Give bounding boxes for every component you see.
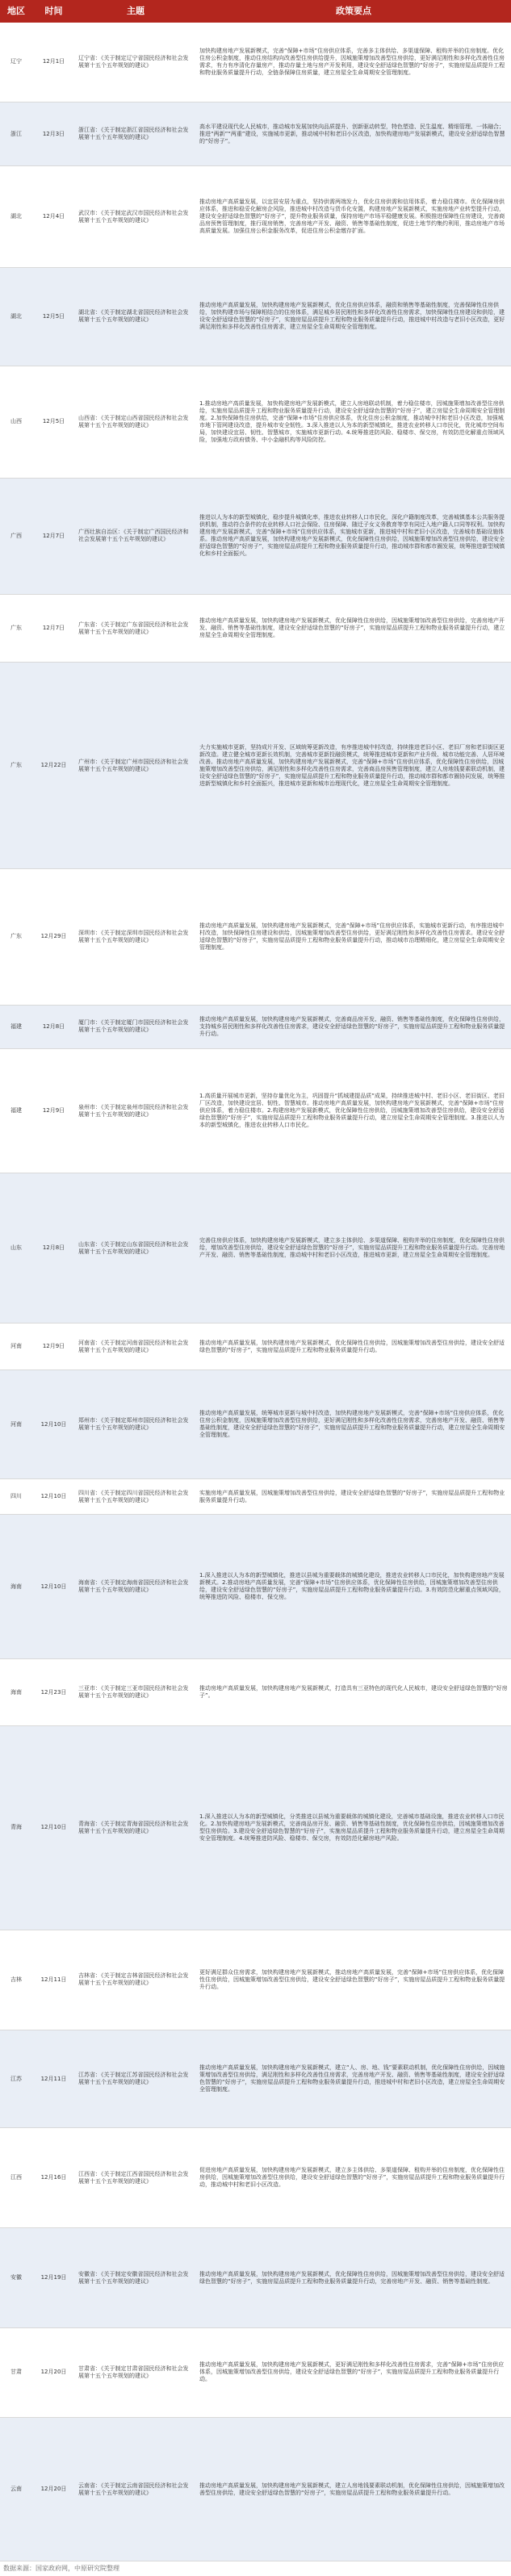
cell-subject: 甘肃省：《关于制定甘肃省国民经济和社会发展第十五个五年规划的建议》 [75,2327,196,2417]
cell-points: 推动房地产高质量发展，加快构建房地产发展新模式，优化保障性住房供给，因城施策增加改善型住房供给，建设安全舒适绿色智慧的“好房子”，实施房屋品质提升工程和物业服务质量提升行动，完善房地产开发、融资、销售等基础性制度。 [196,2228,511,2327]
cell-points: 推动房地产高质量发展，加快构建房地产发展新模式，更好满足刚性和多样化改善性住房需求，完善“保障+市场”住房供应体系，因城施策增加改善型住房供给，建设安全舒适绿色智慧的“好房子”，实施房屋品质提升工程和物业服务质量提升行动。 [196,2327,511,2417]
policy-table-body [0,23,511,2561]
cell-date: 12月8日 [32,1005,75,1049]
cell-date: 12月20日 [32,2327,75,2417]
table-header [0,0,511,23]
cell-subject: 海南省：《关于制定海南省国民经济和社会发展第十五个五年规划的建议》 [75,1515,196,1659]
cell-region: 河南 [0,1370,32,1479]
cell-subject: 湖北省：《关于制定湖北省国民经济和社会发展第十五个五年规划的建议》 [75,267,196,366]
cell-points: 更好满足群众住房需求，加快构建房地产发展新模式，推动房地产高质量发展，完善“保障+市场”住房供应体系，优化保障性住房供给，因城施策增加改善型住房供给，建设安全舒适绿色智慧的“好房子”，实施房屋品质提升工程和物业服务质量提升行动。 [196,1930,511,2030]
table-row [0,23,511,102]
header-region: 地区 [7,6,25,16]
cell-region: 湖北 [0,267,32,366]
table-row [0,1659,511,1726]
cell-subject: 江西省：《关于制定江西省国民经济和社会发展第十五个五年规划的建议》 [75,2127,196,2227]
cell-region: 云南 [0,2418,32,2561]
cell-subject: 江苏省：《关于制定江苏省国民经济和社会发展第十五个五年规划的建议》 [75,2030,196,2128]
header-date: 时间 [44,6,63,16]
cell-region: 广西 [0,478,32,595]
cell-date: 12月7日 [32,478,75,595]
policy-table [0,23,511,2561]
table-row [0,663,511,869]
cell-points: 推动房地产高质量发展，加快构建房地产发展新模式，优化保障性住房供给，因城施策增加改善型住房供给，完善房地产开发、融资、销售等基础性制度，建设安全舒适绿色智慧的“好房子”，实施房屋品质提升工程和物业服务质量提升行动，建立房屋全生命周期安全管理制度。 [196,595,511,663]
header-subject: 主题 [127,6,145,16]
header-points: 政策要点 [336,6,371,16]
cell-points: 促进房地产高质量发展，加快构建房地产发展新模式，建立多主体供给、多渠道保障、租购并举的住房制度，优化保障性住房供给，因城施策增加改善型住房供给，建设安全舒适绿色智慧的“好房子”，实施房屋品质提升工程和物业服务质量提升行动，推动城中村和老旧小区改造。 [196,2127,511,2227]
cell-region: 山西 [0,366,32,478]
table-row [0,1370,511,1479]
cell-points: 1.高质量开展城市更新，坚持存量优化为主，巩固提升“抓城建提品质”成果，持续推进城中村、老旧小区、老旧街区、老旧厂区改造，加快建设宜居、韧性、智慧城市。推动房地产高质量发展，加快构建房地产发展新模式，完善“保障+市场”住房供应体系，着力稳住楼市。2.构建房地产发展新模式，优化保障性住房供给，因城施策增加改善型住房供给，建设安全舒适绿色智慧的“好房子”，实施房屋品质提升工程和物业服务质量提升行动，建立房屋全生命周期安全管理制度。3.推进以人为本的新型城镇化，推进农业转移人口市民化。 [196,1049,511,1173]
cell-date: 12月20日 [32,2418,75,2561]
cell-points: 实施房地产高质量发展，因城施策增加改善型住房供给，建设安全舒适绿色智慧的“好房子”，实施房屋品质提升工程和物业服务质量提升行动。 [196,1479,511,1515]
cell-points: 推动房地产高质量发展，加快构建房地产发展新模式，建立“人、房、地、钱”要素联动机制，优化保障性住房供给，因城施策增加改善型住房供给，满足刚性和多样化改善性住房需求，完善房地产开发、融资、销售等基础性制度，建设安全舒适绿色智慧的“好房子”，实施房屋品质提升工程和物业服务质量提升行动，推进城中村和老旧小区改造，建立房屋全生命周期安全管理制度。 [196,2030,511,2128]
cell-date: 12月8日 [32,1173,75,1324]
cell-subject: 山东省：《关于制定山东省国民经济和社会发展第十五个五年规划的建议》 [75,1173,196,1324]
cell-date: 12月10日 [32,1726,75,1930]
source-note: 数据来源：国家政府网，中原研究院整理 [3,2565,119,2572]
cell-points: 推动房地产高质量发展，统筹城市更新与城中村改造，加快构建房地产发展新模式，完善“保障+市场”住房供应体系，优化住房公积金制度，因城施策增加改善型住房供给，更好满足刚性和多样化改善性住房需求，完善房地产开发、融资、销售等基础性制度，建设安全舒适绿色智慧的“好房子”，实施房屋品质提升工程和物业服务质量提升行动，建立房屋全生命周期安全管理制度。 [196,1370,511,1479]
cell-subject: 辽宁省：《关于制定辽宁省国民经济和社会发展第十五个五年规划的建议》 [75,23,196,102]
table-row [0,2127,511,2227]
cell-points: 加快构建房地产发展新模式，完善“保障+市场”住房供应体系，完善多主体供给、多渠道保障、租购并举的住房制度。优化住房公积金制度，推动住房结构向改善型住房供给提升，因城施策增加改善型住房供给，更好满足刚性和多样化改善性住房需求，有力有序清化存量房产，推动存量土地与房产开发利用，建设安全舒适绿色智慧的“好房子”，实施房屋品质提升工程和物业服务质量提升行动，全链条保障住房质量，建立房屋全生命周期安全管理制度。 [196,23,511,102]
table-row [0,1515,511,1659]
cell-subject: 河南省：《关于制定河南省国民经济和社会发展第十五个五年规划的建议》 [75,1324,196,1370]
cell-date: 12月23日 [32,1659,75,1726]
cell-points: 1.深入推进以人为本的新型城镇化，分类推进以县城为重要载体的城镇化建设，完善城市基础设施，推进农业转移人口市民化。2.加快构建房地产发展新模式，完善商品房开发、融资、销售等基础性制度，优化保障性住房供给，因城施策增加改善型住房供给。3.建设安全舒适绿色智慧的“好房子”，实施房屋品质提升工程和物业服务质量提升行动，建立房屋全生命周期安全管理制度。4.统筹推进防风险、稳楼市、保交房，有效防范化解房地产风险。 [196,1726,511,1930]
table-row [0,1005,511,1049]
cell-region: 河南 [0,1324,32,1370]
cell-region: 海南 [0,1515,32,1659]
cell-region: 广东 [0,663,32,869]
cell-points: 大力实施城市更新，坚持成片开发、区域统筹更新改造，有序推进城中村改造，持续推进老旧小区、老旧厂房和老旧街区更新改造。建立健全城市更新长效机制，完善城市更新投融资模式，统筹推进城市更新和产业升级、城市功能完善、人居环境改善。推动房地产高质量发展，加快构建房地产发展新模式，完善“保障+市场”住房供应体系，优化保障性住房供给，因城施策增加改善型住房供给，满足刚性和多样化改善性住房需求，完善商品房预售管理制度，建立人房地钱要素联动机制，建设安全舒适绿色智慧的“好房子”，实施房屋品质提升工程和物业服务质量提升行动，推动城市群和都市圈协同发展，统筹推进新型城镇化和乡村全面振兴，推进城市更新和城市治理现代化，建立房屋全生命周期安全管理制度。 [196,663,511,869]
cell-date: 12月16日 [32,2127,75,2227]
cell-date: 12月29日 [32,869,75,1005]
cell-points: 推动房地产高质量发展，加快构建房地产发展新模式，优化保障性住房供给，因城施策增加改善型住房供给，建设安全舒适绿色智慧的“好房子”，实施房屋品质提升工程和物业服务质量提升行动。 [196,1324,511,1370]
table-row [0,166,511,268]
cell-region: 山东 [0,1173,32,1324]
cell-subject: 泉州市：《关于制定泉州市国民经济和社会发展第十五个五年规划的建议》 [75,1049,196,1173]
cell-subject: 吉林省：《关于制定吉林省国民经济和社会发展第十五个五年规划的建议》 [75,1930,196,2030]
cell-subject: 广东省：《关于制定广东省国民经济和社会发展第十五个五年规划的建议》 [75,595,196,663]
cell-subject: 三亚市：《关于制定三亚市国民经济和社会发展第十五个五年规划的建议》 [75,1659,196,1726]
cell-date: 12月3日 [32,102,75,165]
cell-points: 完善住房供应体系，加快构建房地产发展新模式，建立多主体供给、多渠道保障、租购并举的住房制度，优化保障性住房供给，增加改善型住房供给，建设安全舒适绿色智慧的“好房子”，实施房屋品质提升工程和物业服务质量提升行动。完善房地产开发、融资、销售等基础性制度，推动城中村和老旧小区改造，推进城市更新，建立房屋全生命周期安全管理制度。 [196,1173,511,1324]
table-row [0,2030,511,2128]
cell-date: 12月10日 [32,1479,75,1515]
cell-subject: 广西壮族自治区：《关于制定广西国民经济和社会发展第十五个五年规划的建议》 [75,478,196,595]
table-row [0,478,511,595]
table-row [0,2228,511,2327]
cell-date: 12月5日 [32,267,75,366]
cell-date: 12月11日 [32,1930,75,2030]
cell-region: 甘肃 [0,2327,32,2417]
cell-points: 高水平建设现代化人民城市，推动城市发展加快向品质提升、创新驱动转型，特色塑造、民生温度、精细管理、一体融合；推进“两新”“两重”建设，实施城市更新，推动城中村和老旧小区改造，加快构建房地产发展新模式，建设安全舒适绿色智慧的“好房子”。 [196,102,511,165]
cell-region: 福建 [0,1049,32,1173]
cell-date: 12月9日 [32,1324,75,1370]
table-row [0,1726,511,1930]
table-row [0,2418,511,2561]
cell-subject: 安徽省：《关于制定安徽省国民经济和社会发展第十五个五年规划的建议》 [75,2228,196,2327]
cell-region: 四川 [0,1479,32,1515]
cell-region: 广东 [0,869,32,1005]
cell-subject: 云南省：《关于制定云南省国民经济和社会发展第十五个五年规划的建议》 [75,2418,196,2561]
cell-region: 湖北 [0,166,32,268]
cell-region: 海南 [0,1659,32,1726]
cell-points: 推进以人为本的新型城镇化，稳步提升城镇化率，推进农业转移人口市民化，深化户籍制度改革，完善城镇基本公共服务提供机制，推动符合条件的农业转移人口社会保险、住房保障、随迁子女义务教育等享有同迁入地户籍人口同等权利。加快构建房地产发展新模式，完善“保障+市场”住房供应体系，实施城市更新，推进城中村和老旧小区改造，完善城市基础设施体系。推动房地产高质量发展，加快构建房地产发展新模式，优化保障性住房供给，因城施策增加改善型住房供给，建设安全舒适绿色智慧的“好房子”，实施房屋品质提升工程和物业服务质量提升行动，推动城市群和都市圈发展，统筹推进新型城镇化和乡村全面振兴。 [196,478,511,595]
table-row [0,2327,511,2417]
cell-region: 青海 [0,1726,32,1930]
cell-subject: 山西省：《关于制定山西省国民经济和社会发展第十五个五年规划的建议》 [75,366,196,478]
cell-region: 辽宁 [0,23,32,102]
cell-date: 12月5日 [32,366,75,478]
cell-date: 12月1日 [32,23,75,102]
table-row [0,102,511,165]
cell-subject: 郑州市：《关于制定郑州市国民经济和社会发展第十五个五年规划的建议》 [75,1370,196,1479]
table-row [0,267,511,366]
table-row [0,1173,511,1324]
cell-subject: 四川省：《关于制定四川省国民经济和社会发展第十五个五年规划的建议》 [75,1479,196,1515]
table-row [0,1049,511,1173]
cell-subject: 厦门市：《关于制定厦门市国民经济和社会发展第十五个五年规划的建议》 [75,1005,196,1049]
cell-region: 浙江 [0,102,32,165]
cell-subject: 浙江省：《关于制定浙江省国民经济和社会发展第十五个五年规划的建议》 [75,102,196,165]
table-row [0,595,511,663]
cell-region: 安徽 [0,2228,32,2327]
cell-date: 12月4日 [32,166,75,268]
cell-points: 推动房地产高质量发展，加快构建房地产发展新模式，优化住房供应体系，融资和销售等基础性制度，完善保障性住房供给，加快构建市场与保障相结合的住房体系，满足城乡居民刚性和多样化改善性住房需求，加快保障性住房建设和供给，建设安全舒适绿色智慧的“好房子”，实施房屋品质提升工程和物业服务质量提升行动，推进城中村改造与老旧小区改造，更好满足刚性和多样化改善性住房需求，建立房屋全生命周期安全管理制度。 [196,267,511,366]
cell-points: 1.推动房地产高质量发展，加快构建房地产发展新模式，建立人房地联动机制，着力稳住楼市，因城施策增加改善型住房供给，实施房屋品质提升工程和物业服务质量提升行动，建设安全舒适绿色智慧的“好房子”，建立房屋全生命周期安全管理制度。2.加快保障性住房供给，完善“保障+市场”住房供应体系，优化住房公积金制度，推动城中村和老旧小区改造，加强城市地下管网建设改造，提升城市安全韧性。3.深入推进以人为本的新型城镇化，推进农业转移人口市民化，优化城市空间布局，加快建设宜居、韧性、智慧城市，实施城市更新行动。4.统筹推进防风险、稳楼市、保交房，有效防范化解重点领域风险，加强地方政府债务、中小金融机构等风险防控。 [196,366,511,478]
cell-region: 江苏 [0,2030,32,2128]
cell-points: 推动房地产高质量发展，加快构建房地产发展新模式，建立人房地钱要素联动机制，优化保障性住房供给，因城施策增加改善型住房供给，建设安全舒适绿色智慧的“好房子”，实施房屋品质提升工程和物业服务质量提升行动。 [196,2418,511,2561]
cell-subject: 广州市：《关于制定广州市国民经济和社会发展第十五个五年规划的建议》 [75,663,196,869]
cell-subject: 深圳市：《关于制定深圳市国民经济和社会发展第十五个五年规划的建议》 [75,869,196,1005]
cell-date: 12月11日 [32,2030,75,2128]
cell-points: 推动房地产高质量发展，加快构建房地产发展新模式，打造具有三亚特色的现代化人民城市，建设安全舒适绿色智慧的“好房子”。 [196,1659,511,1726]
cell-region: 广东 [0,595,32,663]
table-row [0,1479,511,1515]
table-row [0,1930,511,2030]
cell-date: 12月22日 [32,663,75,869]
cell-region: 吉林 [0,1930,32,2030]
cell-region: 江西 [0,2127,32,2227]
cell-points: 推动房地产高质量发展，加快构建房地产发展新模式，完善商品房开发、融资、销售等基础性制度，优化保障性住房供给，支持城乡居民刚性和多样化改善性住房需求，建设安全舒适绿色智慧的“好房子”，实施房屋品质提升工程和物业服务质量提升行动。 [196,1005,511,1049]
cell-subject: 青海省：《关于制定青海省国民经济和社会发展第十五个五年规划的建议》 [75,1726,196,1930]
cell-date: 12月10日 [32,1515,75,1659]
cell-date: 12月19日 [32,2228,75,2327]
cell-points: 推动房地产高质量发展，加快构建房地产发展新模式，完善“保障+市场”住房供应体系，实施城市更新行动，有序推进城中村改造，加快保障性住房建设和供给，因城施策增加改善型住房供给，更好满足刚性和多样化改善性住房需求。建设安全舒适绿色智慧的“好房子”，实施房屋品质提升工程和物业服务质量提升行动，推动城市治理精细化，建立房屋全生命周期安全管理制度。 [196,869,511,1005]
table-row [0,366,511,478]
cell-date: 12月7日 [32,595,75,663]
cell-subject: 武汉市：《关于制定武汉市国民经济和社会发展第十五个五年规划的建议》 [75,166,196,268]
cell-date: 12月10日 [32,1370,75,1479]
table-row [0,1324,511,1370]
cell-date: 12月9日 [32,1049,75,1173]
cell-region: 福建 [0,1005,32,1049]
cell-points: 推动房地产高质量发展，以宜居安居为重点，坚持供需两端发力，优化住房供需和信用体系，着力稳住楼市。优化保障房供应体系，推进和稳妥化解房企风险，推进城中村改造与货币化安置，构建房地产发展新模式，实施房地产业转型提升行动，建设安全舒适绿色智慧的“好房子”，提升物业服务质量，保持房地产市场平稳健康发展。积极推进保障性住房建设，完善商品房预售管理制度，推行现房销售，完善房地产开发、融资、销售等基础性制度，促进土地节约集约利用，推动房地产市场高质量发展。加强住房公积金服务改革，促进住房公积金缴存扩面。 [196,166,511,268]
cell-points: 1.深入推进以人为本的新型城镇化，推进以县城为重要载体的城镇化建设，推进农业转移人口市民化，加快构建房地产发展新模式。2.推动房地产高质量发展，完善“保障+市场”住房供应体系，优化保障性住房供给，因城施策增加改善型住房供给，建设安全舒适绿色智慧的“好房子”，实施房屋品质提升工程和物业服务质量提升行动。3.有效防范化解重点领域风险，统筹推进防风险、稳楼市、保交房。 [196,1515,511,1659]
table-row [0,869,511,1005]
